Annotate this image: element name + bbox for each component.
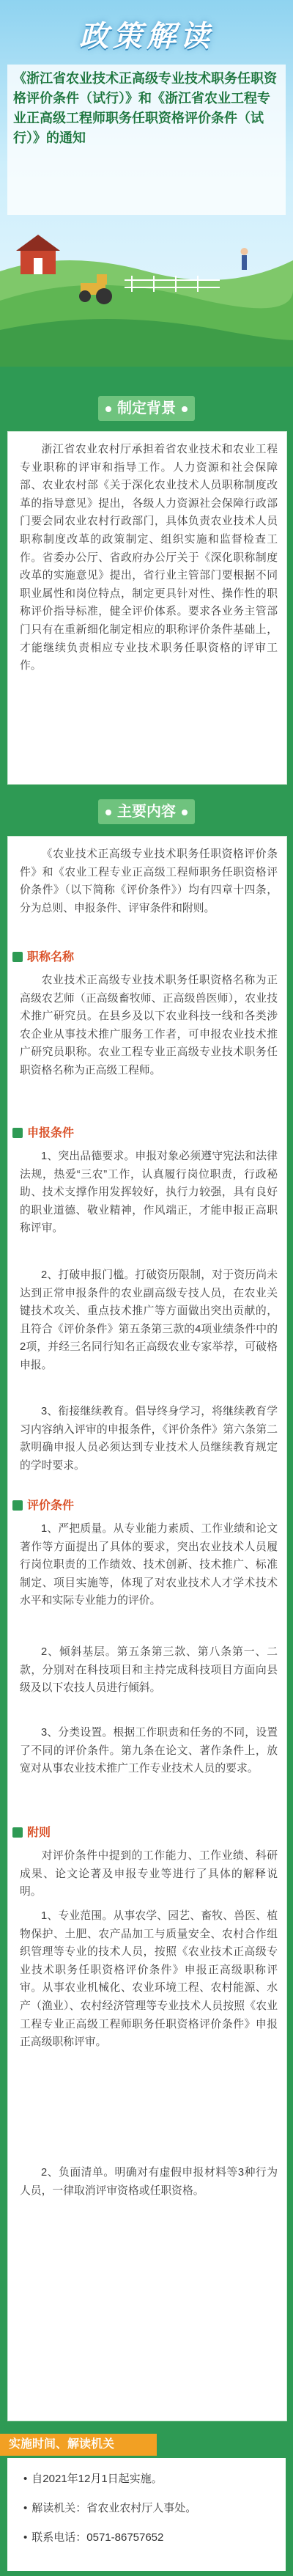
farmer-icon	[241, 248, 248, 270]
subsection-paragraph: 2、倾斜基层。第五条第三款、第八条第一、二款，分别对在科技项目和主持完成科技项目方面向县级及以下农技人员进行倾斜。	[20, 1646, 278, 1695]
bullet-square-icon	[12, 1500, 23, 1511]
subsection-title-name: 职称名称	[8, 948, 74, 967]
bullet-square-icon	[12, 1827, 23, 1838]
background-paragraph	[20, 441, 278, 675]
section-header-implementation	[0, 2430, 293, 2458]
content-intro-text: 《农业技术正高级专业技术职务任职资格评价条件》和《农业工程专业正高级工程师职务任职资格评价条件》（以下简称《评价条件》）均有四章十四条，分为总则、申报条件、评审条件和附则。	[20, 848, 278, 914]
implementation-card	[7, 2458, 286, 2571]
bullet-square-icon	[12, 952, 23, 962]
section-heading-implementation: 实施时间、解读机关	[0, 2434, 157, 2456]
subsection-paragraph: 1、专业范围。从事农学、园艺、畜牧、兽医、植物保护、土肥、农产品加工与质量安全、农村合作组织管理等专业的技术人员，按照《农业技术正高级专业技术职务任职资格评价条件》申报正高级职称评审。从事农业机械化、农业环境工程、农村能源、水产（渔业）、农村经济管理等专业技术人员按照《农业工程专业正高级工程师职务任职资格评价条件》申报正高级职称评审。	[20, 1910, 278, 2049]
banner-title: 政策解读	[79, 21, 214, 53]
implementation-item: • 联系电话：0571-86757652	[23, 2530, 163, 2546]
background-card	[7, 431, 287, 785]
section-header-background	[0, 389, 293, 431]
subsection-paragraph: 1、突出品德要求。申报对象必须遵守宪法和法律法规，热爱“三农”工作，认真履行岗位职责，行政秘助、技术支撑作用发挥较好，执行力较强，具有良好的职业道德、敬业精神，作风端正，才能申报正高职称评审。	[20, 1151, 278, 1235]
subsection-paragraph: 3、分类设置。根据工作职责和任务的不同，设置了不同的评价条件。第九条在论文、著作条件上，放宽对从事农业技术推广工作专业技术人员的要求。	[20, 1727, 278, 1775]
subsection-paragraph: 2、负面清单。明确对有虚假申报材料等3种行为人员，一律取消评审资格或任职资格。	[20, 2167, 278, 2197]
subsection-title-evaluation: 评价条件	[8, 1497, 74, 1516]
subsection-paragraph: 对评价条件中提到的工作能力、工作业绩、科研成果、论文论著及申报专业等进行了具体的解释说明。	[20, 1850, 278, 1898]
hero-banner	[0, 0, 293, 367]
subsection-title-appendix: 附则	[8, 1824, 51, 1843]
subsection-paragraph: 农业技术正高级专业技术职务任职资格名称为正高级农艺师（正高级畜牧师、正高级兽医师），农业技术推广研究员。在县乡及以下农业科技一线和各类涉农企业从事技术推广服务工作者，可申报农业技术推广研究员职称。农业工程专业正高级专业技术职务任职资格名称为正高级工程师。	[20, 975, 278, 1076]
subsection-title-application: 申报条件	[8, 1124, 74, 1143]
bullet-square-icon	[12, 1128, 23, 1138]
section-header-content	[0, 792, 293, 834]
content-intro	[20, 845, 278, 917]
implementation-item: • 解读机关：省农业农村厅人事处。	[23, 2500, 196, 2517]
subsection-paragraph: 3、衔接继续教育。倡导终身学习，将继续教育学习内容纳入评审的申报条件，《评价条件》第六条第二款明确申报人员必须达到专业技术人员继续教育规定的学时要求。	[20, 1406, 278, 1472]
farm-landscape-illustration	[0, 220, 293, 367]
implementation-item: • 自2021年12月1日起实施。	[23, 2471, 163, 2487]
section-heading-background: 制定背景	[98, 396, 195, 421]
subsection-paragraph: 1、严把质量。从专业能力素质、工作业绩和论文著作等方面提出了具体的要求，突出农业技术人员履行岗位职责的工作绩效、技术创新、技术推广、标准制定、项目实施等，体现了对农业技术人才学术技术水平和实际专业能力的评价。	[20, 1523, 278, 1607]
background-text: 浙江省农业农村厅承担着省农业技术和农业工程专业职称的评审和指导工作。人力资源和社会保障部、农业农村部《关于深化农业技术人员职称制度改革的指导意见》提出，各级人力资源社会保障行政部门要会同农业农村行政部门，具体负责农业技术人员职称制度改革的政策制定、组织实施和监督检查工作。省委办公厅、省政府办公厅关于《深化职称制度改革的实施意见》提出，省行业主管部门要根据不同职业属性和岗位特点，制定更具针对性、操作性的职称评价指导标准，健全评价体系。要求各业务主管部门只有在重新细化制定相应的职称评价条件基础上，才能继续负责相应专业技术职务任职资格的评审工作。	[20, 444, 278, 672]
barn-icon	[16, 235, 60, 274]
subsection-paragraph: 2、打破申报门槛。打破资历限制，对于资历尚未达到正常申报条件的农业副高级专技人员，在农业关键技术攻关、重点技术推广等方面做出突出贡献的，且符合《评价条件》第五条第三款的4项业绩条件中的2项，并经三名同行知名正高级农业专家举荐，可破格申报。	[20, 1269, 278, 1371]
notice-title: 《浙江省农业技术正高级专业技术职务任职资格评价条件（试行）》和《浙江省农业工程专业正高级工程师职务任职资格评价条件（试行）》的通知	[13, 71, 277, 145]
content-card	[7, 836, 287, 2421]
section-heading-content: 主要内容	[98, 799, 195, 824]
